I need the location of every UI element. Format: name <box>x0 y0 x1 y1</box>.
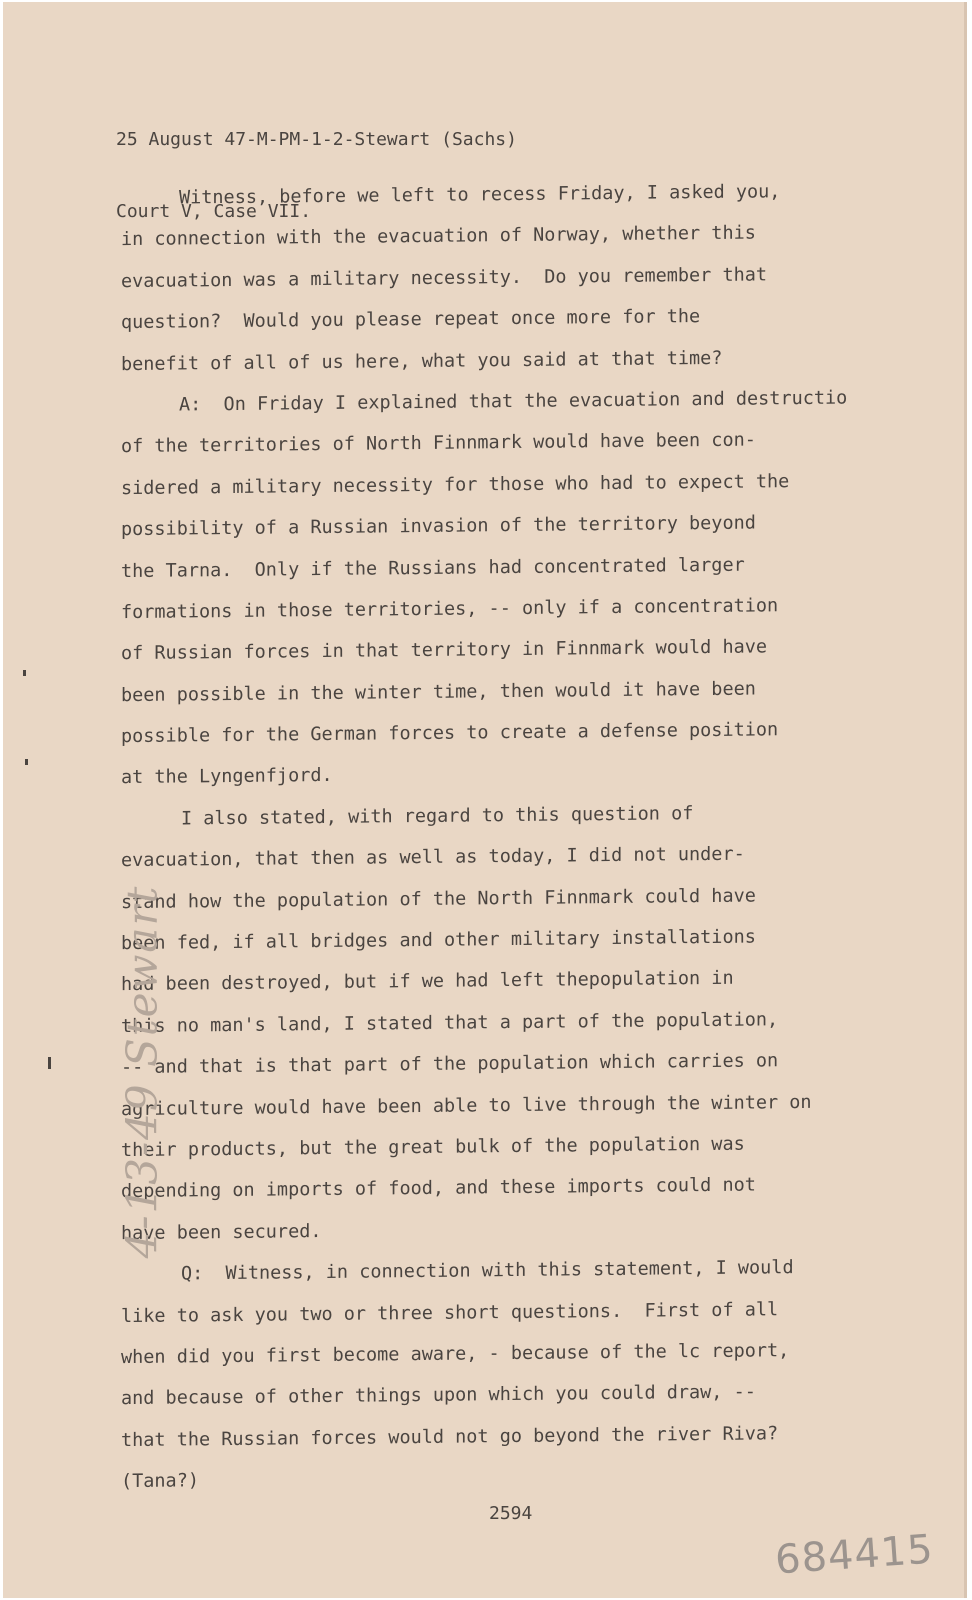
body-line: Q: Witness, in connection with this statement, I would <box>181 1257 794 1285</box>
transcript-body <box>121 174 911 1499</box>
body-line: (Tana?) <box>121 1470 199 1493</box>
body-line: the Tarna. Only if the Russians had concentrated larger <box>121 554 745 582</box>
handwritten-margin-note: 4-13-49 Stewart <box>117 884 167 1259</box>
body-line: had been destroyed, but if we had left thepopulation in <box>121 968 734 996</box>
body-line: question? Would you please repeat once more for the <box>121 306 701 334</box>
body-line: and because of other things upon which you could draw, -- <box>121 1381 756 1410</box>
body-line: at the Lyngenfjord. <box>121 765 333 789</box>
body-line: have been secured. <box>121 1220 322 1244</box>
margin-mark <box>23 670 26 676</box>
margin-mark <box>25 759 28 765</box>
body-line: in connection with the evacuation of Norway, whether this <box>121 222 756 251</box>
body-line: sidered a military necessity for those who had to expect the <box>121 470 790 499</box>
body-line: formations in those territories, -- only if a concentration <box>121 595 779 624</box>
body-line: been possible in the winter time, then would it have been <box>121 678 756 706</box>
body-line: like to ask you two or three short questions. First of all <box>121 1298 779 1327</box>
body-line: of the territories of North Finnmark would have been con- <box>121 429 756 458</box>
document-page <box>3 2 967 1598</box>
body-line: when did you first become aware, - because of the lc report, <box>121 1340 790 1369</box>
body-line: benefit of all of us here, what you said at that time? <box>121 347 723 375</box>
body-line: of Russian forces in that territory in Finnmark would have <box>121 636 768 665</box>
body-line: evacuation, that then as well as today, I did not under- <box>121 843 745 872</box>
body-line: -- and that is that part of the population which carries on <box>121 1050 779 1079</box>
body-line: evacuation was a military necessity. Do you remember that <box>121 264 768 292</box>
body-line: depending on imports of food, and these imports could not <box>121 1174 756 1203</box>
header-court-line: Court V, Case VII. <box>116 201 312 222</box>
body-line: their products, but the great bulk of the population was <box>121 1133 745 1162</box>
archive-stamp-number: 684415 <box>773 1526 936 1584</box>
header-session-line: 25 August 47-M-PM-1-2-Stewart (Sachs) <box>116 129 517 150</box>
body-line: that the Russian forces would not go beyond the river Riva? <box>121 1422 779 1451</box>
body-line: stand how the population of the North Finnmark could have <box>121 885 756 913</box>
page-number: 2594 <box>489 1503 533 1524</box>
body-line: A: On Friday I explained that the evacuation and destructio <box>179 387 848 416</box>
body-line: possible for the German forces to create a defense position <box>121 719 779 748</box>
body-line: Witness, before we left to recess Friday, I asked you, <box>179 181 781 209</box>
body-line: this no man's land, I stated that a part of the population, <box>121 1009 779 1037</box>
body-line: agriculture would have been able to live through the winter on <box>121 1091 812 1120</box>
body-line: I also stated, with regard to this question of <box>181 803 694 830</box>
body-line: possibility of a Russian invasion of the territory beyond <box>121 512 756 541</box>
body-line: been fed, if all bridges and other military installations <box>121 926 756 955</box>
margin-mark <box>48 1057 51 1069</box>
